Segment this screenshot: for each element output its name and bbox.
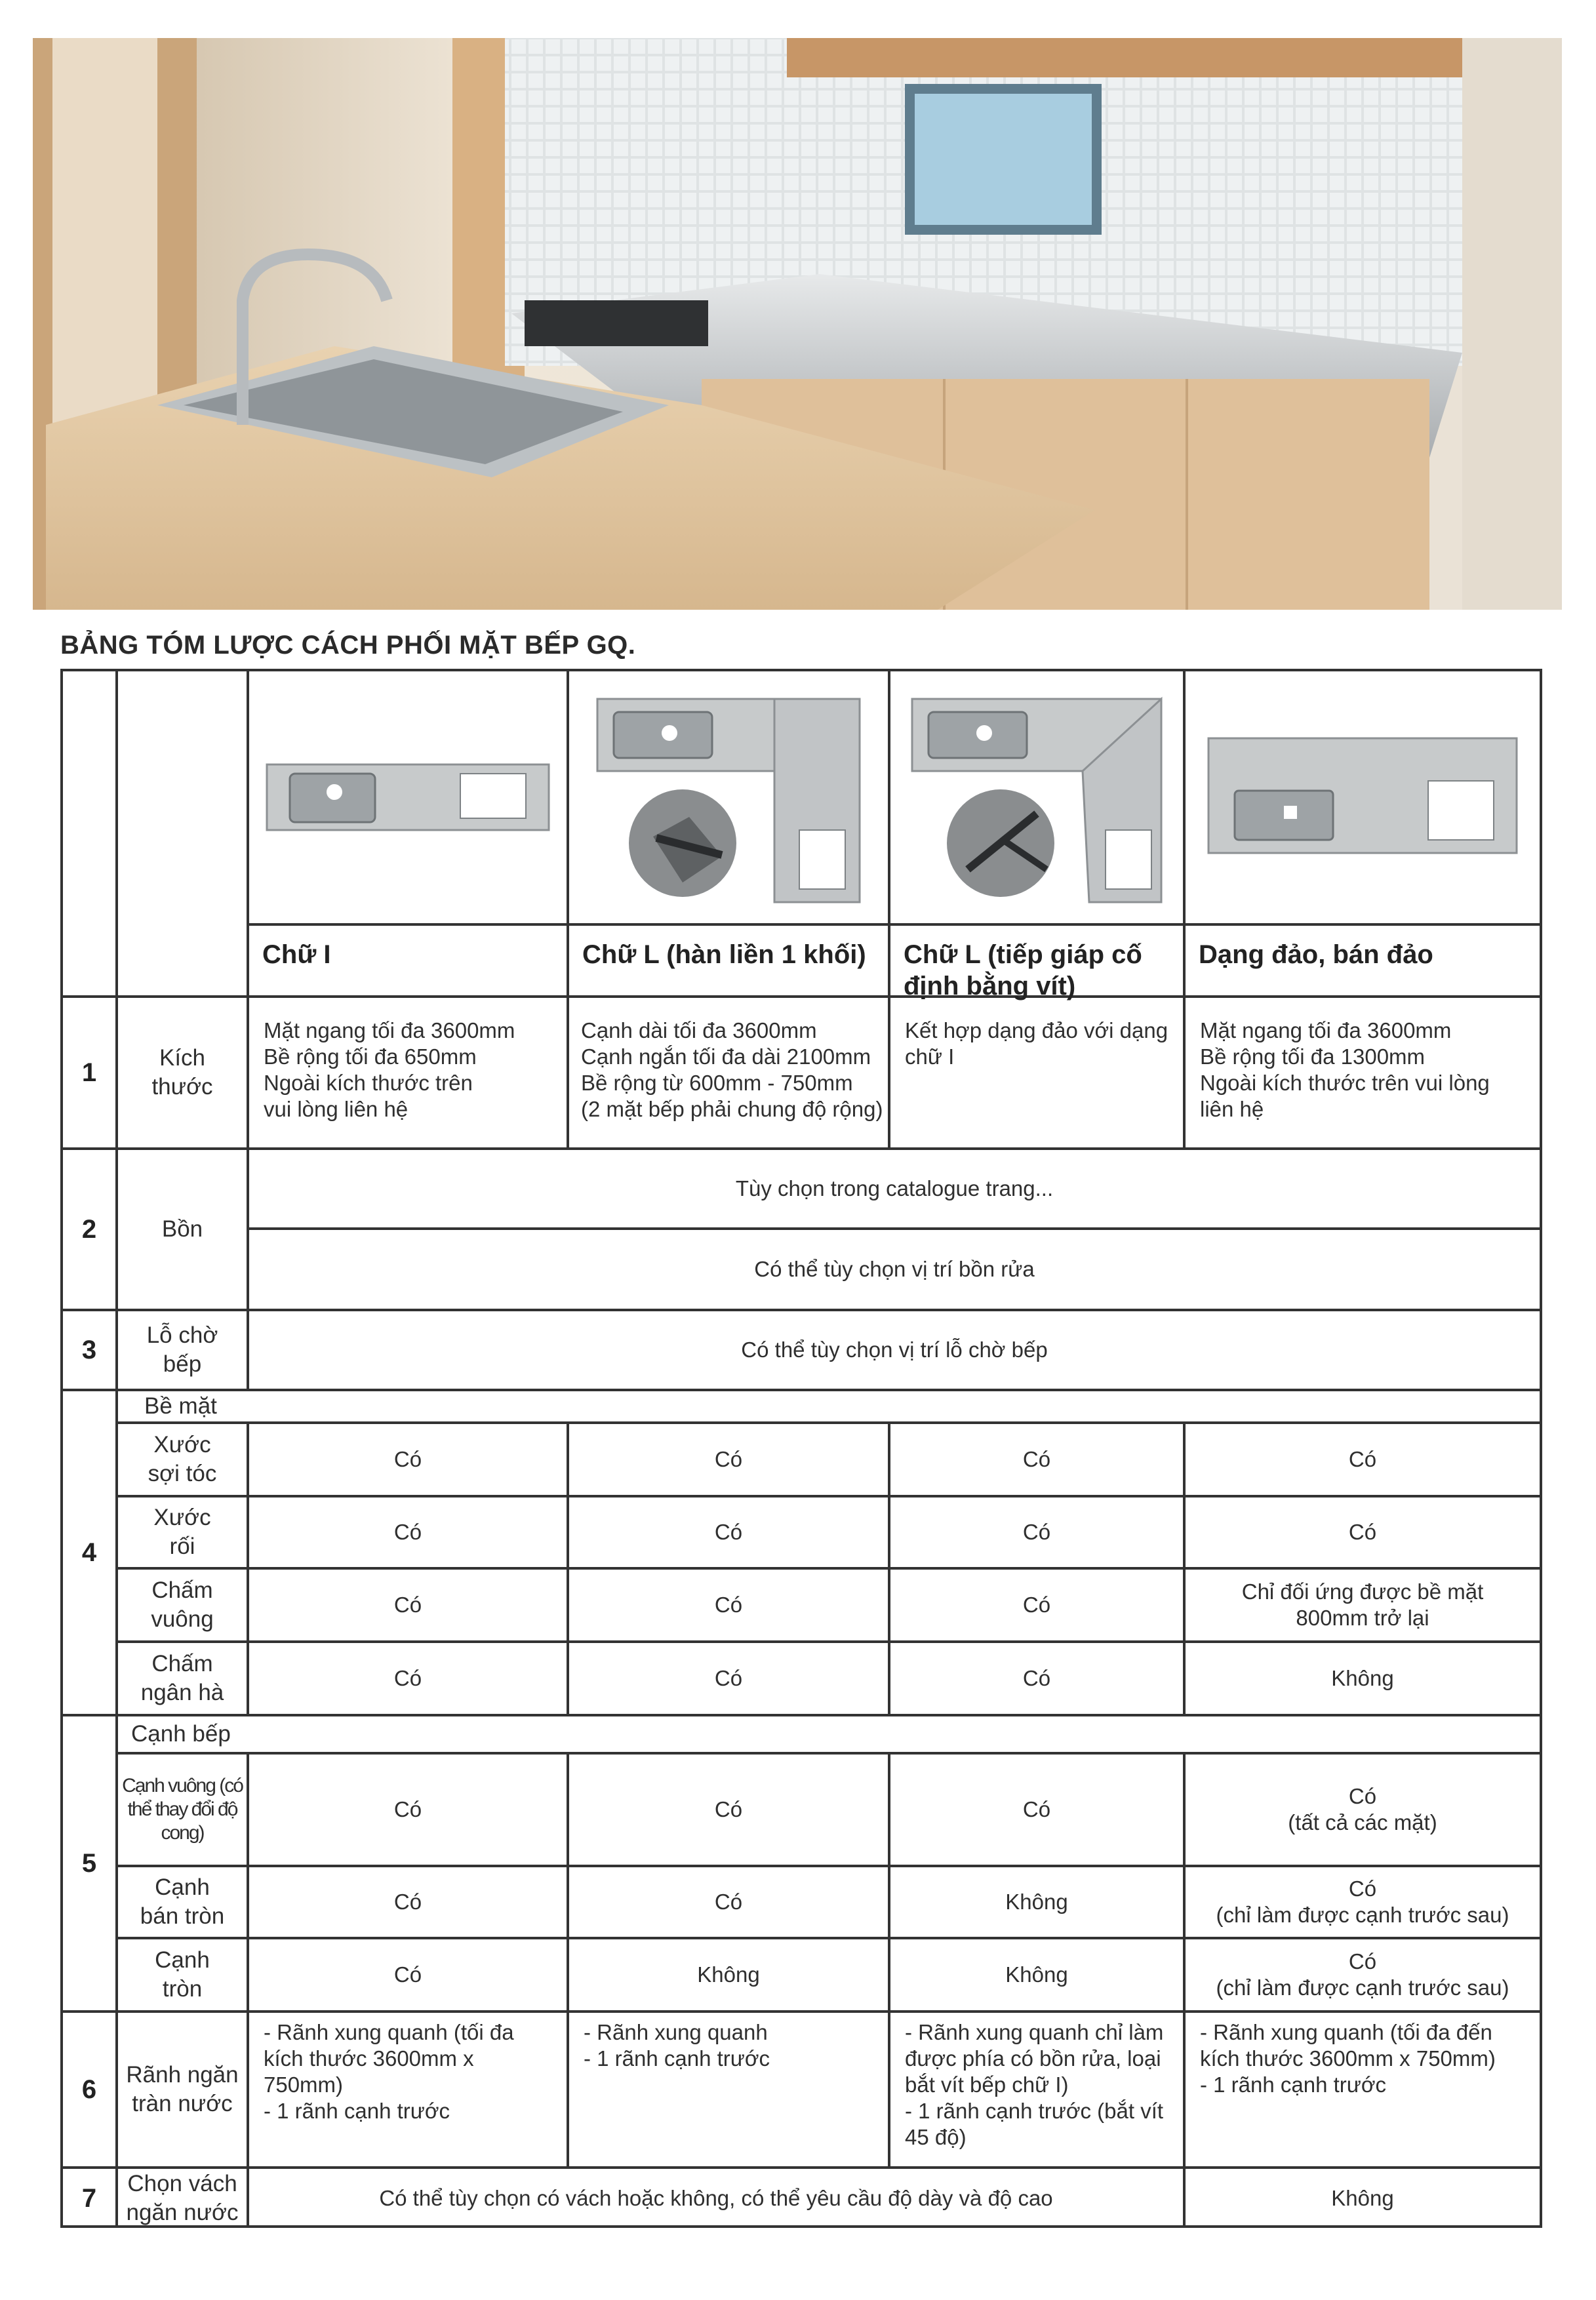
row-4-number: 4: [63, 1391, 118, 1716]
row-7-value: Có thể tùy chọn có vách hoặc không, có thể yêu cầu độ dày và độ cao: [249, 2169, 1186, 2228]
image-chu-i: [249, 671, 569, 926]
image-dang-dao: [1186, 671, 1540, 926]
header-num-blank: [63, 671, 118, 998]
row-1-chu-l-han-lien: Cạnh dài tối đa 3600mm Cạnh ngắn tối đa dài 2100mm Bề rộng từ 600mm - 750mm (2 mặt bếp phải chung độ rộng): [569, 998, 890, 1150]
type-header-chu-l-han-lien: Chữ L (hàn liền 1 khối): [569, 926, 890, 998]
row-7-dang-dao: Không: [1331, 2186, 1394, 2210]
row-1-label: Kích thước: [118, 998, 249, 1150]
row-5-sub-2-label: Cạnh bán tròn: [118, 1867, 249, 1939]
row-5-sub-1-dang-dao: Có (tất cả các mặt): [1186, 1755, 1540, 1867]
row-6-chu-l-han-lien: - Rãnh xung quanh - 1 rãnh cạnh trước: [569, 2013, 890, 2169]
row-5-sub-1-label: Cạnh vuông (có thể thay đổi độ cong): [118, 1755, 249, 1867]
row-4-sub-2-chu-i: Có: [249, 1497, 569, 1570]
row-4-sub-1-chu-l-han-lien: Có: [569, 1424, 890, 1497]
row-4-sub-3-chu-l-han-lien: Có: [569, 1570, 890, 1643]
row-1-number: 1: [63, 998, 118, 1150]
row-7-label: Chọn vách ngăn nước: [118, 2169, 249, 2228]
image-chu-l-han-lien: [569, 671, 890, 926]
kitchen-photo: [33, 38, 1562, 610]
row-4-sub-1-chu-i: Có: [249, 1424, 569, 1497]
row-4-sub-2-chu-l-vit: Có: [890, 1497, 1186, 1570]
row-6-chu-l-vit: - Rãnh xung quanh chỉ làm được phía có bồn rửa, loại bắt vít bếp chữ I) - 1 rãnh cạnh trước (bắt vít 45 độ): [890, 2013, 1186, 2169]
row-1-chu-i: Mặt ngang tối đa 3600mm Bề rộng tối đa 650mm Ngoài kích thước trên vui lòng liên hệ: [249, 998, 569, 1150]
summary-table: [60, 669, 1542, 2228]
row-2-sink-position: Có thể tùy chọn vị trí bồn rửa: [249, 1230, 1540, 1311]
type-header-chu-l-vit: Chữ L (tiếp giáp cố định bằng vít): [890, 926, 1186, 998]
row-4-sub-3-dang-dao: Chỉ đối ứng được bề mặt 800mm trở lại: [1186, 1570, 1540, 1643]
type-header-dang-dao: Dạng đảo, bán đảo: [1186, 926, 1540, 998]
row-4-sub-4-chu-l-han-lien: Có: [569, 1643, 890, 1716]
row-1-chu-l-vit: Kết hợp dạng đảo với dạng chữ I: [890, 998, 1186, 1150]
row-4-sub-4-chu-i: Có: [249, 1643, 569, 1716]
row-5-sub-2-chu-i: Có: [249, 1867, 569, 1939]
row-5-sub-2-dang-dao: Có (chỉ làm được cạnh trước sau): [1186, 1867, 1540, 1939]
row-4-sub-1-chu-l-vit: Có: [890, 1424, 1186, 1497]
row-5-sub-2-chu-l-vit: Không: [890, 1867, 1186, 1939]
row-4-sub-1-dang-dao: Có: [1186, 1424, 1540, 1497]
row-6-chu-i: - Rãnh xung quanh (tối đa kích thước 3600mm x 750mm) - 1 rãnh cạnh trước: [249, 2013, 569, 2169]
row-4-sub-2-dang-dao: Có: [1186, 1497, 1540, 1570]
row-5-sub-3-dang-dao: Có (chỉ làm được cạnh trước sau): [1186, 1939, 1540, 2013]
row-2-catalogue: Tùy chọn trong catalogue trang...: [249, 1150, 1540, 1230]
row-2-label: Bồn: [118, 1150, 249, 1311]
row-4-sub-3-label: Chấm vuông: [118, 1570, 249, 1643]
image-chu-l-vit: [890, 671, 1186, 926]
row-4-section: Bề mặt: [118, 1391, 1540, 1424]
row-5-sub-3-chu-i: Có: [249, 1939, 569, 2013]
row-2-number: 2: [63, 1150, 118, 1311]
row-6-number: 6: [63, 2013, 118, 2169]
row-5-sub-1-chu-l-han-lien: Có: [569, 1755, 890, 1867]
row-5-section: Cạnh bếp: [118, 1716, 1540, 1755]
row-4-sub-2-chu-l-han-lien: Có: [569, 1497, 890, 1570]
row-4-sub-4-chu-l-vit: Có: [890, 1643, 1186, 1716]
row-5-sub-2-chu-l-han-lien: Có: [569, 1867, 890, 1939]
row-4-sub-4-label: Chấm ngân hà: [118, 1643, 249, 1716]
row-5-sub-1-chu-l-vit: Có: [890, 1755, 1186, 1867]
type-header-chu-i: Chữ I: [249, 926, 569, 998]
row-4-sub-2-label: Xước rối: [118, 1497, 249, 1570]
row-3-value: Có thể tùy chọn vị trí lỗ chờ bếp: [249, 1311, 1540, 1391]
row-5-sub-1-chu-i: Có: [249, 1755, 569, 1867]
row-5-sub-3-chu-l-vit: Không: [890, 1939, 1186, 2013]
page-title: BẢNG TÓM LƯỢC CÁCH PHỐI MẶT BẾP GQ.: [60, 631, 636, 660]
row-3-label: Lỗ chờ bếp: [118, 1311, 249, 1391]
row-7-number: 7: [63, 2169, 118, 2228]
row-6-dang-dao: - Rãnh xung quanh (tối đa đến kích thước 3600mm x 750mm) - 1 rãnh cạnh trước: [1186, 2013, 1540, 2169]
row-4-sub-1-label: Xước sợi tóc: [118, 1424, 249, 1497]
row-4-sub-4-dang-dao: Không: [1186, 1643, 1540, 1716]
row-5-sub-3-chu-l-han-lien: Không: [569, 1939, 890, 2013]
row-4-sub-3-chu-i: Có: [249, 1570, 569, 1643]
row-5-sub-3-label: Cạnh tròn: [118, 1939, 249, 2013]
row-4-sub-3-chu-l-vit: Có: [890, 1570, 1186, 1643]
row-5-number: 5: [63, 1716, 118, 2013]
header-label-blank: [118, 671, 249, 998]
row-3-number: 3: [63, 1311, 118, 1391]
row-1-dang-dao: Mặt ngang tối đa 3600mm Bề rộng tối đa 1300mm Ngoài kích thước trên vui lòng liên hệ: [1186, 998, 1540, 1150]
row-6-label: Rãnh ngăn tràn nước: [118, 2013, 249, 2169]
